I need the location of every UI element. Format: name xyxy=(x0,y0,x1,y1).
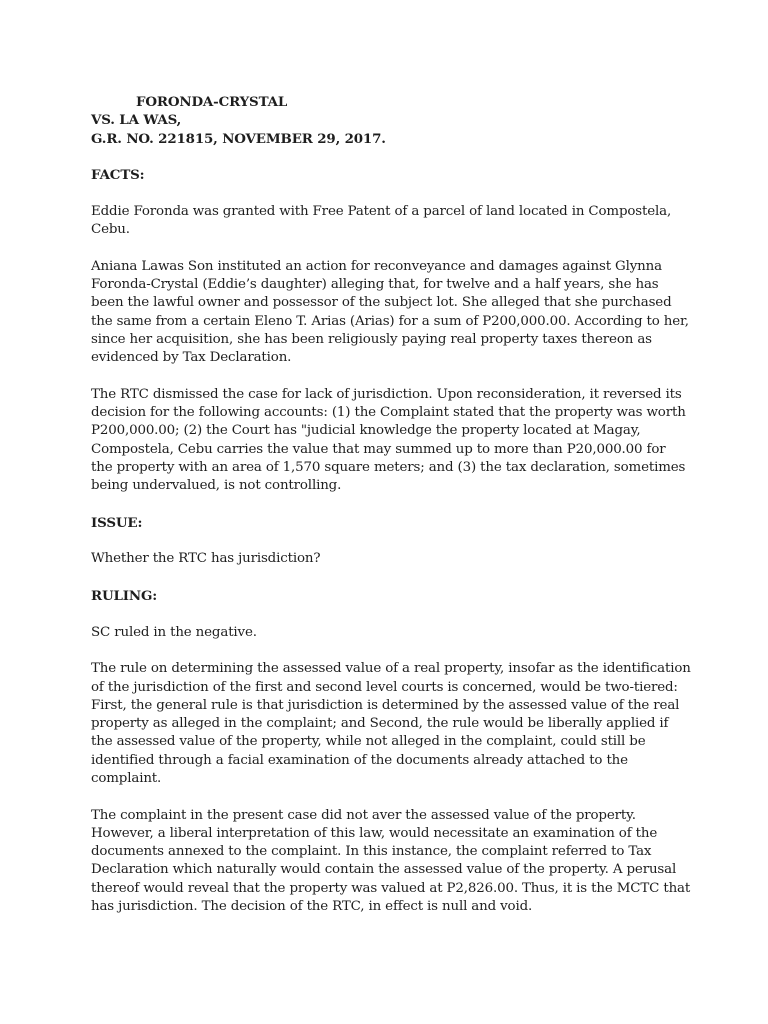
case-title-parties: FORONDA-CRYSTAL xyxy=(136,94,288,110)
ruling-paragraph-1: SC ruled in the negative. xyxy=(91,624,257,640)
facts-heading: FACTS: xyxy=(91,167,145,184)
ruling-paragraph-3: The complaint in the present case did not aver the assessed value of the property. However, a liberal interpretation of this law, would necessitate an examination of the documents annexed to the complaint. In this instance, the complaint referred to Tax Declaration which naturally would contain the assessed value of the property. A perusal thereof would reveal that the property was valued at P2,826.00. Thus, it is the MCTC that has jurisdiction. The decision of the RTC, in effect is null and void. xyxy=(91,807,691,915)
issue-heading: ISSUE: xyxy=(91,514,143,531)
document-page xyxy=(91,93,691,916)
facts-paragraph-3: The RTC dismissed the case for lack of jurisdiction. Upon reconsideration, it reversed its decision for the following accounts: (1) the Complaint stated that the property was worth P200,000.00; (2) the Court has "judicial knowledge the property located at Magay, Compostela, Cebu carries the value that may summed up to more than P20,000.00 for the property with an area of 1,570 square meters; and (3) the tax declaration, sometimes being undervalued, is not controlling. xyxy=(91,386,686,494)
case-number-date: G.R. NO. 221815, NOVEMBER 29, 2017. xyxy=(91,130,386,147)
facts-paragraph-2: Aniana Lawas Son instituted an action for reconveyance and damages against Glynna Foronda-Crystal (Eddie’s daughter) alleging that, for twelve and a half years, she has been the lawful owner and possessor of the subject lot. She alleged that she purchased the same from a certain Eleno T. Arias (Arias) for a sum of P200,000.00. According to her, since her acquisition, she has been religiously paying real property taxes thereon as evidenced by Tax Declaration. xyxy=(91,258,689,366)
ruling-heading: RULING: xyxy=(91,588,158,605)
case-title-respondent: VS. LA WAS, xyxy=(91,112,182,129)
issue-text: Whether the RTC has jurisdiction? xyxy=(91,551,321,567)
facts-paragraph-1: Eddie Foronda was granted with Free Patent of a parcel of land located in Compostela, Cebu. xyxy=(91,203,672,238)
ruling-paragraph-2: The rule on determining the assessed value of a real property, insofar as the identification of the jurisdiction of the first and second level courts is concerned, would be two-tiered: First, the general rule is that jurisdiction is determined by the assessed value of the real property as alleged in the complaint; and Second, the rule would be liberally applied if the assessed value of the property, while not alleged in the complaint, could still be identified through a facial examination of the documents already attached to the complaint. xyxy=(91,661,691,786)
